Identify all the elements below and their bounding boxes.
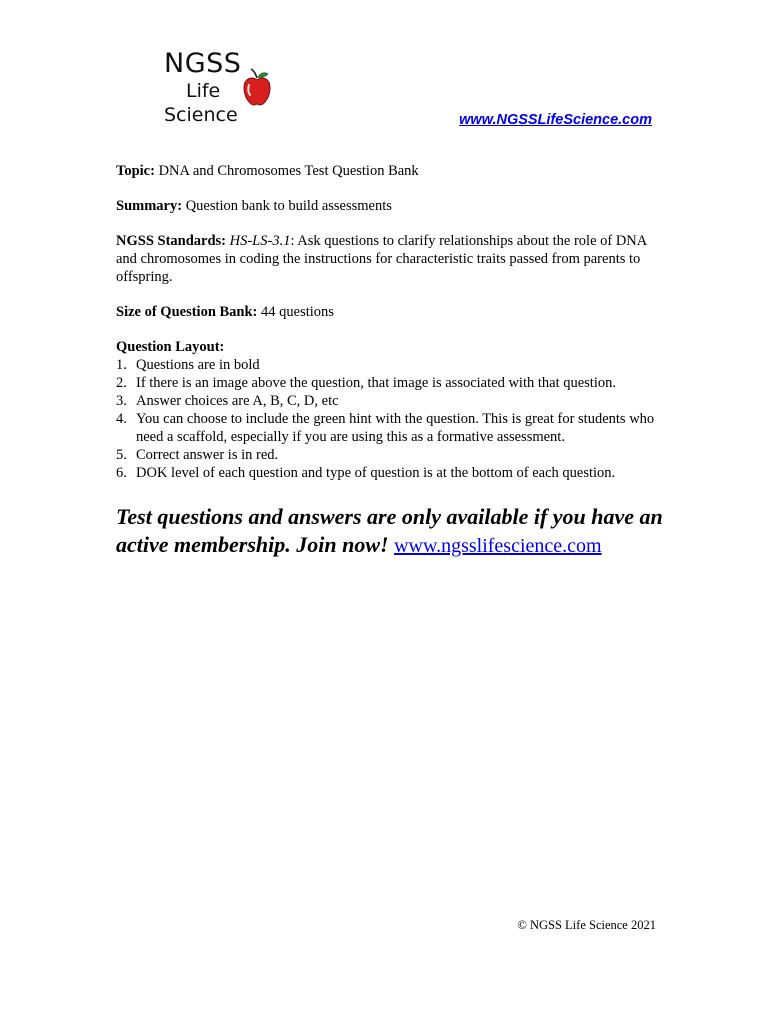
site-link[interactable]: www.NGSSLifeScience.com [459,112,652,128]
layout-title: Question Layout: [116,339,225,355]
membership-text: Test questions and answers are only available if you have an active membership. Join now! [116,504,663,557]
apple-icon [242,68,272,108]
standards-line [116,232,656,286]
summary-label: Summary: [116,198,183,214]
list-item-text: If there is an image above the question, that image is associated with that question. [136,375,616,391]
list-item-number: 2. [116,375,127,391]
size-value: 44 questions [257,304,334,320]
topic-line [116,162,656,180]
list-item-number: 1. [116,357,127,373]
list-item [116,446,656,464]
list-item [116,410,656,446]
list-item-number: 4. [116,411,127,427]
list-item [116,464,656,482]
list-item [116,374,656,392]
list-item-text: Correct answer is in red. [136,447,279,463]
topic-label: Topic: [116,163,155,179]
list-item-text: DOK level of each question and type of question is at the bottom of each question. [136,465,616,481]
membership-link[interactable]: www.ngsslifescience.com [394,535,602,557]
standards-label: NGSS Standards: [116,233,226,249]
membership-callout [116,503,676,560]
list-item [116,356,656,374]
summary-value: Question bank to build assessments [182,198,392,214]
standards-code: HS-LS-3.1 [229,233,291,249]
topic-value: DNA and Chromosomes Test Question Bank [154,163,419,179]
document-body [116,162,656,482]
list-item-text: Answer choices are A, B, C, D, etc [136,393,339,409]
standards-value: : Ask questions to clarify relationships about the role of DNA and chromosomes in coding the instructions for characteristic traits passed from parents to offspring. [116,233,647,285]
list-item-number: 3. [116,393,127,409]
size-label: Size of Question Bank: [116,304,258,320]
list-item-text: Questions are in bold [136,357,260,373]
logo-text-science: Science [164,104,238,126]
list-item-number: 6. [116,465,127,481]
list-item-number: 5. [116,447,127,463]
size-line [116,303,656,321]
layout-list [116,356,656,482]
list-item-text: You can choose to include the green hint with the question. This is great for students who need a scaffold, especially if you are using this as a formative assessment. [136,411,655,445]
logo-text-life: Life [186,80,221,102]
summary-line [116,197,656,215]
logo-text-ngss: NGSS [164,48,242,79]
list-item [116,392,656,410]
ngss-life-science-logo [160,50,275,130]
copyright-footer: © NGSS Life Science 2021 [517,918,656,932]
